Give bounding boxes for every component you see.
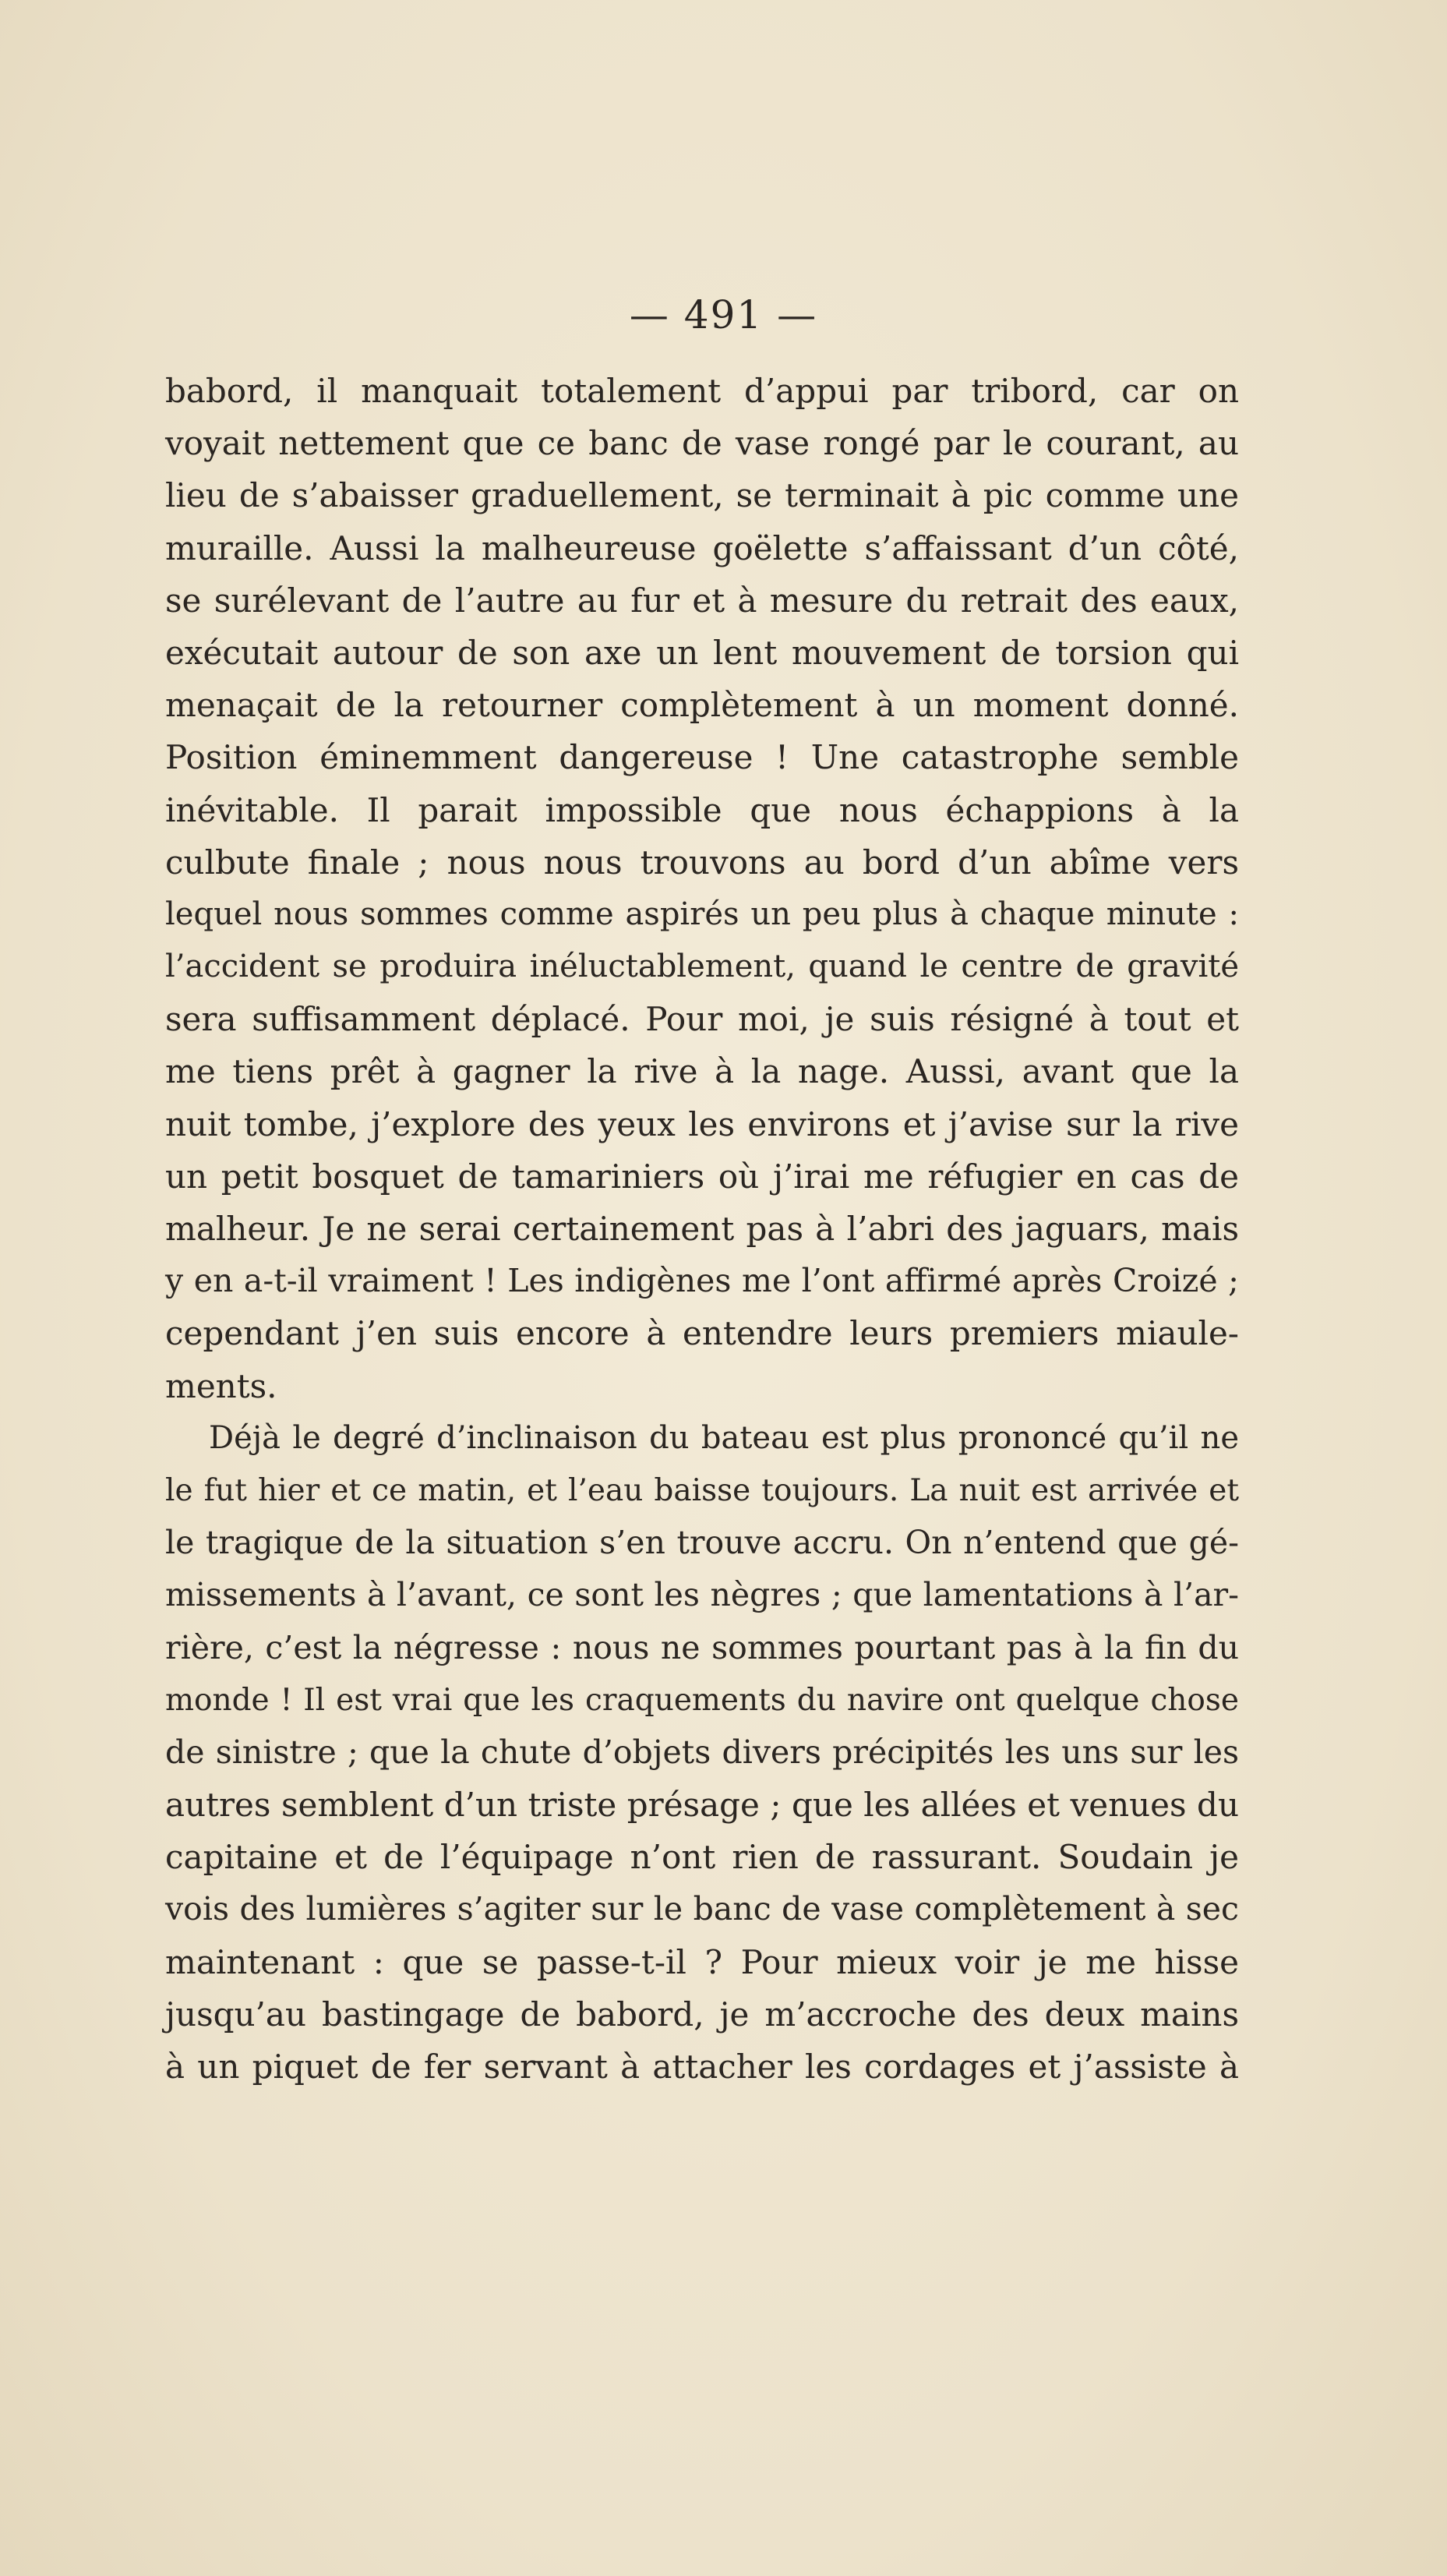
text-line: cependant j’en suis encore à entendre leurs premiers miaule- [165, 1314, 1239, 1353]
text-line: sera suffisamment déplacé. Pour moi, je suis résigné à tout et [165, 1000, 1239, 1039]
paragraph-2 [165, 1412, 1239, 2093]
text-line: menaçait de la retourner complètement à un moment donné. [165, 686, 1239, 725]
text-line: de sinistre ; que la chute d’objets divers précipités les uns sur les [165, 1733, 1239, 1771]
paragraph-1 [165, 365, 1239, 1412]
text-line: voyait nettement que ce banc de vase rongé par le courant, au [165, 424, 1239, 463]
text-line: jusqu’au bastingage de babord, je m’accroche des deux mains [165, 1995, 1239, 2034]
text-line: le fut hier et ce matin, et l’eau baisse toujours. La nuit est arrivée et [165, 1472, 1239, 1508]
text-line: missements à l’avant, ce sont les nègres ; que lamentations à l’ar- [165, 1576, 1239, 1614]
text-line: me tiens prêt à gagner la rive à la nage. Aussi, avant que la [165, 1052, 1239, 1091]
text-line: rière, c’est la négresse : nous ne sommes pourtant pas à la fin du [165, 1628, 1239, 1666]
text-line: babord, il manquait totalement d’appui par tribord, car on [165, 372, 1239, 410]
text-line: vois des lumières s’agiter sur le banc de vase complètement à sec [165, 1890, 1239, 1928]
text-line: exécutait autour de son axe un lent mouvement de torsion qui [165, 633, 1239, 672]
text-line: culbute finale ; nous nous trouvons au bord d’un abîme vers [165, 843, 1239, 882]
text-line: se surélevant de l’autre au fur et à mesure du retrait des eaux, [165, 581, 1239, 620]
text-line: l’accident se produira inéluctablement, quand le centre de gravité [165, 949, 1239, 985]
text-line: lieu de s’abaisser graduellement, se terminait à pic comme une [165, 476, 1239, 515]
text-line: Déjà le degré d’inclinaison du bateau est plus prononcé qu’il ne [209, 1419, 1239, 1456]
text-line: nuit tombe, j’explore des yeux les environs et j’avise sur la rive [165, 1104, 1239, 1143]
text-line: muraille. Aussi la malheureuse goëlette s’affaissant d’un côté, [165, 528, 1239, 567]
body-text [165, 365, 1239, 2093]
text-line: capitaine et de l’équipage n’ont rien de rassurant. Soudain je [165, 1838, 1239, 1877]
text-line: y en a-t-il vraiment ! Les indigènes me l’ont affirmé après Croizé ; [165, 1262, 1239, 1300]
text-line: maintenant : que se passe-t-il ? Pour mieux voir je me hisse [165, 1942, 1239, 1981]
text-line: lequel nous sommes comme aspirés un peu plus à chaque minute : [165, 896, 1239, 932]
text-line: Position éminemment dangereuse ! Une catastrophe semble [165, 738, 1239, 777]
text-line: malheur. Je ne serai certainement pas à l’abri des jaguars, mais [165, 1210, 1239, 1248]
text-line: autres semblent d’un triste présage ; que les allées et venues du [165, 1786, 1239, 1825]
text-line: ments. [165, 1366, 277, 1405]
text-line: inévitable. Il parait impossible que nous échappions à la [165, 790, 1239, 829]
text-line: un petit bosquet de tamariniers où j’irai me réfugier en cas de [165, 1157, 1239, 1196]
text-line: le tragique de la situation s’en trouve accru. On n’entend que gé- [165, 1524, 1239, 1562]
text-line: monde ! Il est vrai que les craquements du navire ont quelque chose [165, 1682, 1239, 1718]
page-number: — 491 — [629, 292, 818, 337]
text-line: à un piquet de fer servant à attacher les cordages et j’assiste à [165, 2048, 1239, 2086]
